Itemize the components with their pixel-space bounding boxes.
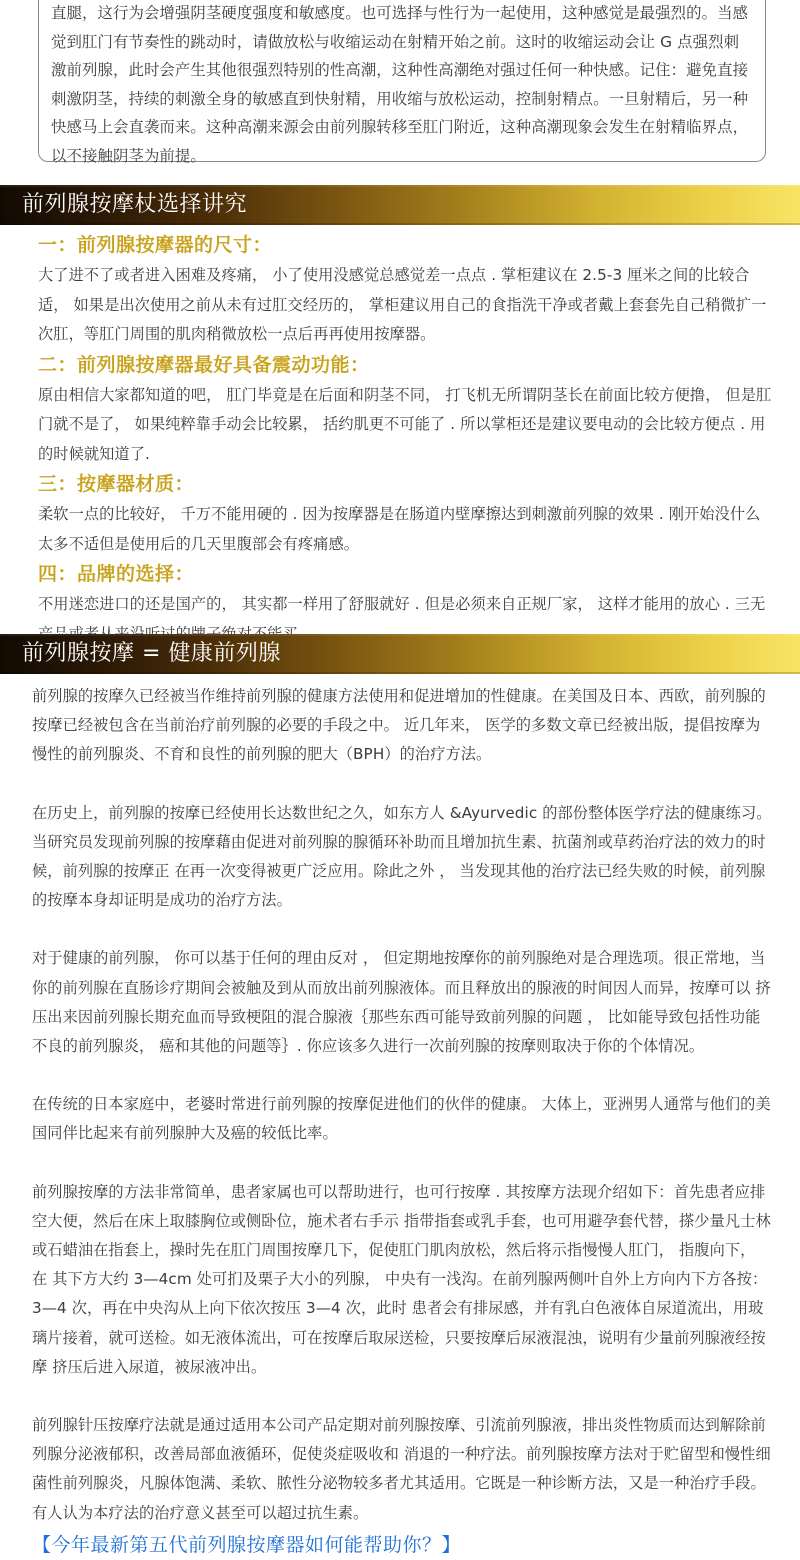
body-brand: 不用迷恋进口的还是国产的， 其实都一样用了舒服就好 . 但是必须来自正规厂家， 这样才能用的放心 . 三无 bbox=[38, 595, 766, 613]
intro-paragraph: 直腿，这行为会增强阴茎硬度强度和敏感度。也可选择与性行为一起使用，这种感觉是最强烈的。当感觉到肛门有节奏性的跳动时，请做放松与收缩运动在射精开始之前。这时的收缩运动会让 G 点强烈刺激前列腺，此时会产生其他很强烈特别的性高潮，这种性高潮绝对强过任何一种快感。记住：避免直接刺激阴茎，持续的刺激全身的敏感直到快射精，用收缩与放松运动，控制射精点。一旦射精后，另一种快感马上会直袭而来。这种高潮来源会由前列腺转移至肛门附近，这种高潮现象会发生在射精临界点，以不接触阴茎为前提。 bbox=[51, 4, 749, 165]
health-paragraph: 在传统的日本家庭中，老婆时常进行前列腺的按摩促进他们的伙伴的健康。 大体上，亚洲男人通常与他们的美国同伴比起来有前列腺肿大及癌的较低比率。 bbox=[32, 1095, 771, 1143]
health-paragraph: 前列腺按摩的方法非常简单，患者家属也可以帮助进行，也可行按摩 . 其按摩方法现介绍如下：首先患者应排空大便，然后在床上取膝胸位或侧卧位，施术者右手示 指带指套或乳手套，也可用避孕套代替，搽少量凡士林或石蜡油在指套上，操时先在肛门周围按摩几下，促使肛门肌肉放松，然后将示指慢慢人肛门， 指腹向下， 在 其下方大约 3—4cm 处可扪及栗子大小的列腺， 中央有一浅沟。在前列腺两侧叶自外上方向内下方各按： 3—4 次，再在中央沟从上向下依次按压 3—4 次，此时 患者会有排尿感，并有乳白色液体自尿道流出，用玻璃片接着，就可送检。如无液体流出，可在按摩后取尿送检，只要按摩后尿液混浊，说明有少量前列腺液经按摩 挤压后进入尿道，被尿液冲出。 bbox=[32, 1182, 771, 1376]
heading-material: 三：按摩器材质： bbox=[38, 473, 195, 495]
heading-vibration: 二：前列腺按摩器最好具备震动功能： bbox=[38, 353, 370, 376]
intro-text-box bbox=[38, 0, 766, 165]
health-paragraph: 前列腺针压按摩疗法就是通过适用本公司产品定期对前列腺按摩、引流前列腺液，排出炎性物质而达到解除前列腺分泌液郁积，改善局部血液循环，促使炎症吸收和 消退的一种疗法。前列腺按摩方法对于贮留型和慢性细菌性前列腺炎，凡腺体饱满、柔软、脓性分泌物较多者尤其适用。它既是一种诊断方法，又是一种治疗手段。 有人认为本疗法的治疗意义甚至可以超过抗生素。 bbox=[32, 1416, 771, 1522]
body-size: 大了进不了或者进入困难及疼痛， 小了使用没感觉总感觉差一点点 . 掌柜建议在 2.5-3 厘米之间的比较合适， 如果是出次使用之前从未有过肛交经历的， 掌柜建议用自己的食指洗干净或者戴上套套先自己稍微扩一次肛，等肛门周围的肌肉稍微放松一点后再再使用按摩器。 bbox=[38, 266, 767, 343]
health-section bbox=[32, 682, 772, 1557]
body-vibration: 原由相信大家都知道的吧， 肛门毕竟是在后面和阴茎不同， 打飞机无所谓阴茎长在前面比较方便撸， 但是肛门就不是了， 如果纯粹靠手动会比较累， 括约肌更不可能了 . 所以掌柜还是建议要电动的会比较方便点 . 用的时候就知道了. bbox=[38, 385, 772, 463]
health-paragraph: 对于健康的前列腺， 你可以基于任何的理由反对 ， 但定期地按摩你的前列腺绝对是合理选项。很正常地，当你的前列腺在直肠诊疗期间会被触及到从而放出前列腺液体。而且释放出的腺液的时间因人而异，按摩可以 挤压出来因前列腺长期充血而导致梗阻的混合腺液｛那些东西可能导致前列腺的问题 ， 比如能导致包括性功能不良的前列腺炎， 癌和其他的问题等｝. 你应该多久进行一次前列腺的按摩则取决于你的个体情况。 bbox=[32, 949, 771, 1056]
heading-brand: 四：品牌的选择： bbox=[38, 563, 195, 585]
section-banner-selection bbox=[0, 185, 800, 225]
banner-title-health: 前列腺按摩 = 健康前列腺 bbox=[22, 641, 281, 666]
footer-link[interactable]: 【今年最新第五代前列腺按摩器如何能帮助你？】 bbox=[32, 1534, 462, 1556]
selection-section bbox=[38, 230, 773, 649]
body-material: 柔软一点的比较好， 千万不能用硬的 . 因为按摩器是在肠道内壁摩擦达到刺激前列腺的效果 . 刚开始没什么太多不适但是使用后的几天里腹部会有疼痛感。 bbox=[38, 505, 761, 553]
health-paragraph: 在历史上，前列腺的按摩已经使用长达数世纪之久，如东方人 &Ayurvedic 的部份整体医学疗法的健康练习。当研究员发现前列腺的按摩藉由促进对前列腺的腺循环补助而且增加抗生素、抗菌剂或草药治疗法的效力的时候，前列腺的按摩正 在再一次变得被更广泛应用。除此之外 ， 当发现其他的治疗法已经失败的时候，前列腺的按摩本身却证明是成功的治疗方法。 bbox=[32, 803, 772, 910]
section-banner-health bbox=[0, 634, 800, 674]
banner-title-selection: 前列腺按摩杖选择讲究 bbox=[22, 192, 248, 217]
heading-size: 一：前列腺按摩器的尺寸： bbox=[38, 234, 273, 256]
health-paragraph: 前列腺的按摩久已经被当作维持前列腺的健康方法使用和促进增加的性健康。在美国及日本、西欧，前列腺的按摩已经被包含在当前治疗前列腺的必要的手段之中。 近几年来， 医学的多数文章已经被出版，提倡按摩为慢性的前列腺炎、不育和良性的前列腺的肥大（BPH）的治疗方法。 bbox=[32, 687, 766, 764]
